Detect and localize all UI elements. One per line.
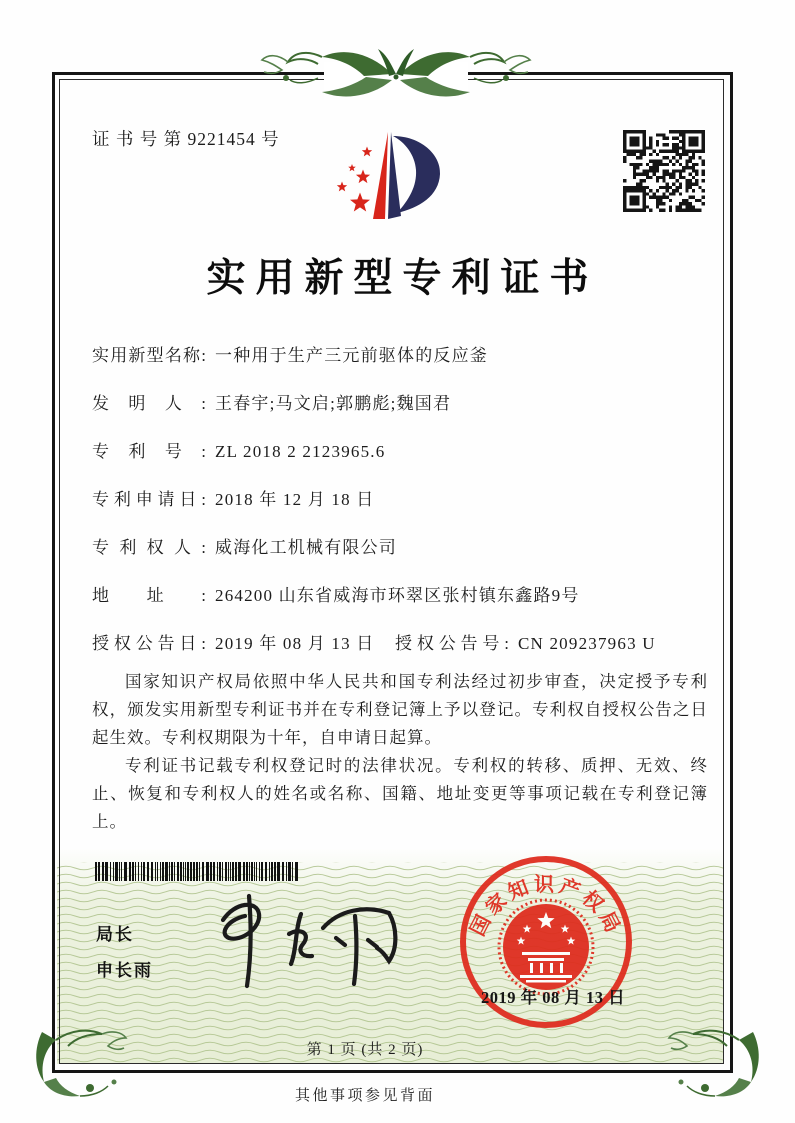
grant-number-group bbox=[395, 632, 656, 656]
signature-icon bbox=[205, 890, 400, 992]
field-label: 发 明 人 : bbox=[92, 394, 206, 413]
field-label: 授 权 公 告 日 : bbox=[92, 634, 206, 653]
field-label: 专 利 权 人 : bbox=[92, 538, 206, 557]
field-value: CN 209237963 U bbox=[518, 634, 656, 653]
field-value: 2018 年 12 月 18 日 bbox=[215, 490, 375, 509]
back-note: 其他事项参见背面 bbox=[294, 1088, 435, 1104]
signer-block bbox=[96, 920, 153, 992]
field-value: 2019 年 08 月 13 日 bbox=[215, 634, 375, 653]
signer-name: 申长雨 bbox=[96, 961, 153, 980]
seal-date: 2019 年 08 月 13 日 bbox=[481, 988, 626, 1007]
certificate-number: 证 书 号 第 9221454 号 bbox=[92, 129, 280, 149]
grant-date-group bbox=[92, 632, 395, 656]
floral-ornament-top-icon bbox=[256, 44, 536, 106]
signer-title: 局长 bbox=[96, 925, 134, 944]
cnipa-logo-icon bbox=[325, 122, 475, 240]
field-value: ZL 2018 2 2123965.6 bbox=[215, 442, 386, 461]
field-row-patent-number bbox=[92, 440, 717, 488]
field-value: 264200 山东省威海市环翠区张村镇东鑫路9号 bbox=[215, 586, 580, 605]
floral-ornament-bottom-right-icon bbox=[665, 1022, 765, 1100]
field-label: 地 址 : bbox=[92, 586, 206, 605]
qr-code-icon bbox=[623, 130, 705, 212]
seal-text: 国家知识产权局 bbox=[466, 874, 626, 940]
page-number: 第 1 页 (共 2 页) bbox=[306, 1042, 424, 1058]
field-value: 王春宇;马文启;郭鹏彪;魏国君 bbox=[215, 394, 452, 413]
field-value: 威海化工机械有限公司 bbox=[215, 538, 397, 557]
field-value: 一种用于生产三元前驱体的反应釜 bbox=[215, 346, 488, 365]
certificate-title: 实用新型专利证书 bbox=[206, 257, 599, 300]
field-label: 专 利 号 : bbox=[92, 442, 206, 461]
legal-paragraph: 专利证书记载专利权登记时的法律状况。专利权的转移、质押、无效、终止、恢复和专利权人的姓名或名称、国籍、地址变更等事项记载在专利登记簿上。 bbox=[92, 756, 708, 831]
legal-text bbox=[92, 668, 708, 836]
floral-ornament-bottom-left-icon bbox=[30, 1022, 130, 1100]
field-row-inventors bbox=[92, 392, 717, 440]
field-label: 实 用 新 型 名 称 : bbox=[92, 346, 206, 365]
barcode-icon bbox=[95, 862, 300, 881]
field-label: 授 权 公 告 号 : bbox=[395, 634, 509, 653]
field-row-address bbox=[92, 584, 717, 632]
field-row-patentee bbox=[92, 536, 717, 584]
field-row-name bbox=[92, 344, 717, 392]
certificate-fields bbox=[92, 344, 717, 680]
legal-paragraph: 国家知识产权局依照中华人民共和国专利法经过初步审查，决定授予专利权，颁发实用新型专利证书并在专利登记簿上予以登记。专利权自授权公告之日起生效。专利权期限为十年，自申请日起算。 bbox=[92, 672, 708, 747]
field-row-filing-date bbox=[92, 488, 717, 536]
field-label: 专 利 申 请 日 : bbox=[92, 490, 206, 509]
